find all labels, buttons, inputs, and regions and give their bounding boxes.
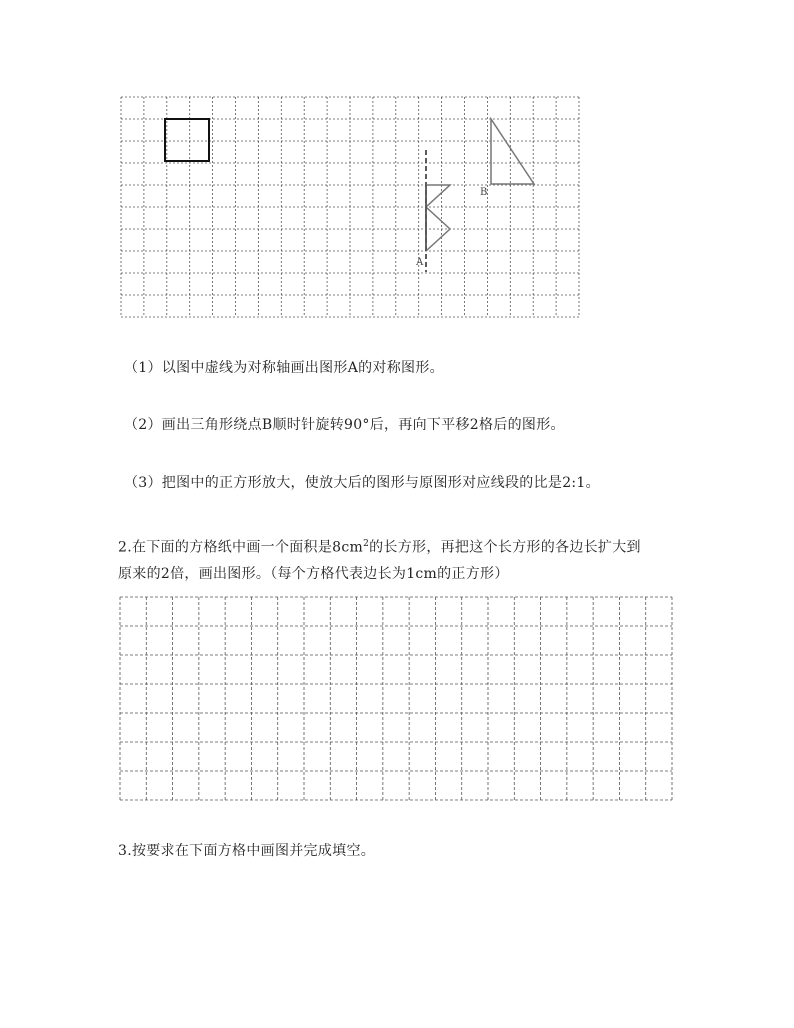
question-2-text-a: 2.在下面的方格纸中画一个面积是8cm bbox=[118, 539, 364, 556]
point-label-b: B bbox=[480, 187, 488, 198]
sub-question-2: （2）画出三角形绕点B顺时针旋转90°后，再向下平移2格后的图形。 bbox=[124, 417, 565, 433]
question-3: 3.按要求在下面方格中画图并完成填空。 bbox=[118, 843, 376, 859]
point-label-a: A bbox=[416, 257, 424, 268]
question-2-sup: 2 bbox=[363, 539, 370, 549]
grid-2-lines bbox=[120, 597, 672, 800]
grid-1-lines bbox=[121, 97, 579, 317]
grid-2 bbox=[120, 597, 674, 801]
square-figure bbox=[165, 119, 209, 161]
grid-1 bbox=[121, 97, 581, 319]
question-2 bbox=[118, 531, 678, 587]
triangle-figure bbox=[491, 119, 534, 184]
figure-a bbox=[426, 185, 450, 251]
question-2-text-b: 的长方形，再把这个长方形的各边长扩大到 bbox=[369, 539, 641, 556]
question-2-line-2: 原来的2倍，画出图形。（每个方格代表边长为1cm的正方形） bbox=[118, 565, 509, 582]
sub-question-1: （1）以图中虚线为对称轴画出图形A的对称图形。 bbox=[124, 360, 444, 376]
sub-question-3: （3）把图中的正方形放大，使放大后的图形与原图形对应线段的比是2:1。 bbox=[124, 475, 600, 491]
